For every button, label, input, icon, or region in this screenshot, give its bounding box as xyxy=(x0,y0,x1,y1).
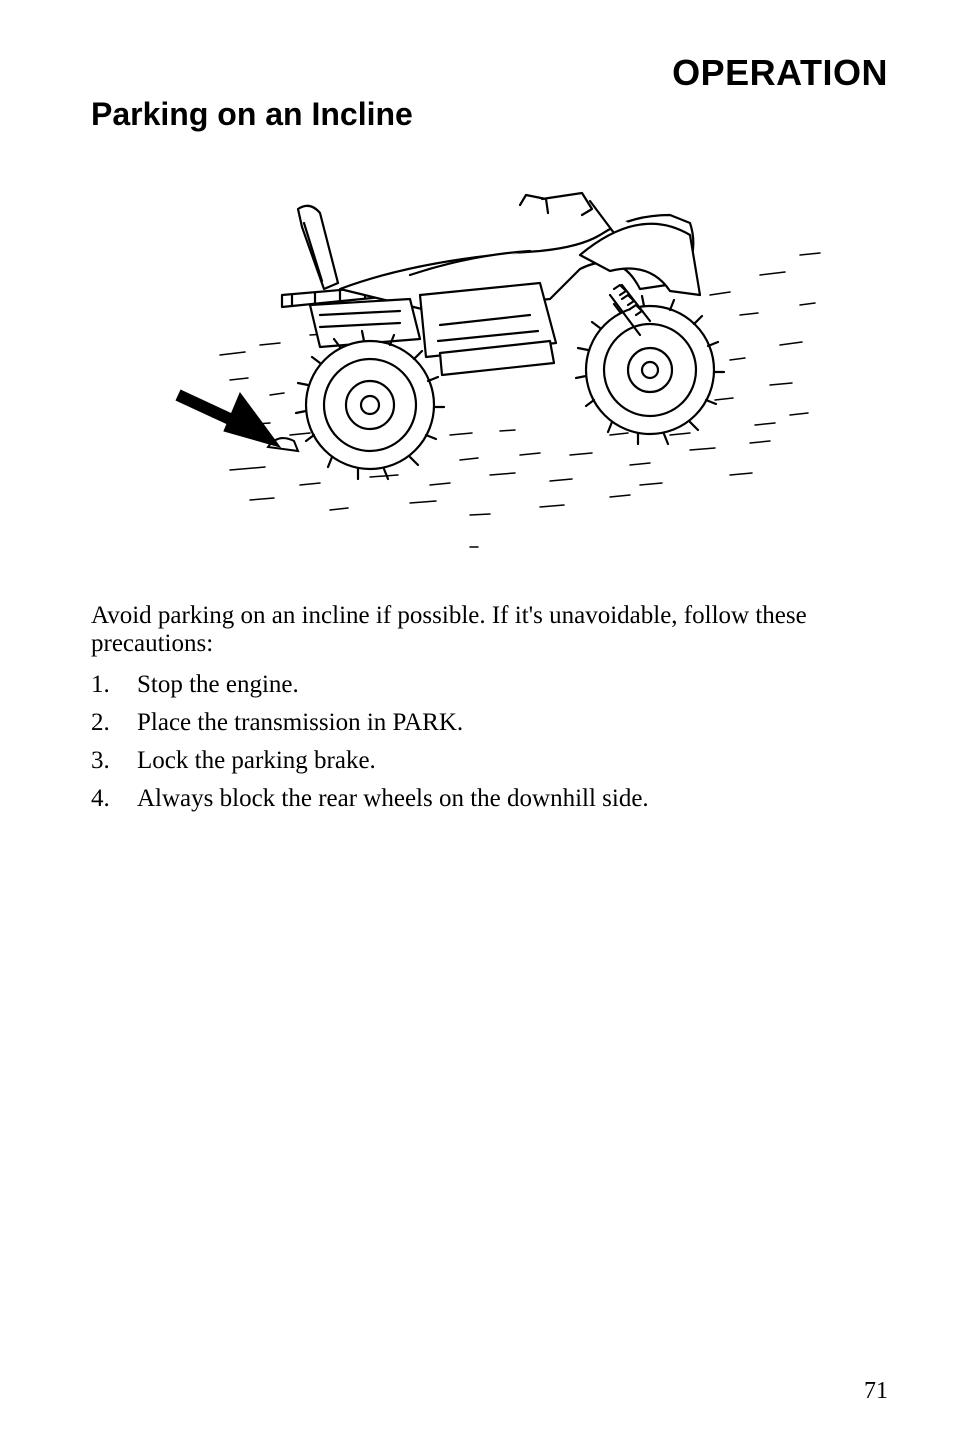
section-header: OPERATION xyxy=(672,52,888,93)
step-number: 2. xyxy=(91,709,110,736)
intro-paragraph: Avoid parking on an incline if possible. If it's unavoidable, follow these precautions: xyxy=(91,602,807,657)
step-text: Always block the rear wheels on the downhill side. xyxy=(137,785,649,812)
step-text: Lock the parking brake. xyxy=(137,747,376,774)
page-number: 71 xyxy=(864,1378,888,1404)
step-number: 1. xyxy=(91,671,110,698)
precaution-steps xyxy=(91,671,891,823)
list-item xyxy=(91,709,891,747)
step-text: Place the transmission in PARK. xyxy=(137,709,464,736)
list-item xyxy=(91,785,891,823)
step-number: 4. xyxy=(91,785,110,812)
atv-icon xyxy=(282,193,724,479)
arrow-icon xyxy=(178,393,280,447)
page-title: Parking on an Incline xyxy=(91,96,413,132)
step-text: Stop the engine. xyxy=(137,671,299,698)
step-number: 3. xyxy=(91,747,110,774)
atv-incline-illustration xyxy=(170,185,840,560)
list-item xyxy=(91,747,891,785)
list-item xyxy=(91,671,891,709)
